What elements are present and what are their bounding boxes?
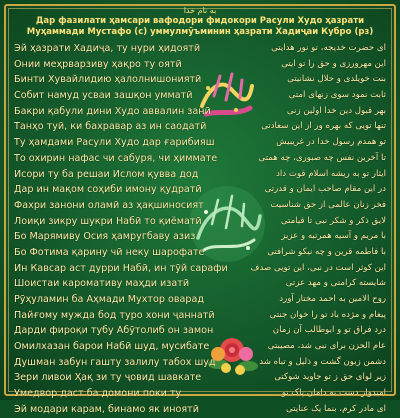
verse-persian: دشمن زبون گشت و ذلیل و تباه شد bbox=[259, 356, 386, 367]
header bbox=[0, 6, 400, 38]
verse-persian: بهر قبول دین خدا اولین زنی bbox=[286, 105, 386, 116]
verse-persian: تا آخرین نفس چه صبوری، چه همتی bbox=[258, 152, 386, 163]
verse-row bbox=[14, 402, 386, 418]
verse-tajik: Дар ин мақом соҳиби имону қудратӣ bbox=[14, 184, 202, 196]
verse-row bbox=[14, 167, 386, 183]
verse-tajik: Эй модари карам, бинамо як иноятӣ bbox=[14, 403, 200, 415]
verse-row bbox=[14, 339, 386, 355]
title-line-1: Дар фазилати ҳамсари вафодори фидокори Расули Худо ҳазрати bbox=[35, 16, 365, 26]
verse-persian: عام الحزن برای نبی شد، مصیبتی bbox=[267, 341, 386, 352]
verse-persian: شایسته کرامتی و مهد عزتی bbox=[285, 278, 386, 289]
verse-row bbox=[14, 88, 386, 104]
verse-row bbox=[14, 355, 386, 371]
verse-tajik: Омилхазан барои Набӣ шуд, мусибате bbox=[14, 341, 210, 353]
verse-tajik: Фахри занони оламӣ аз ҳақшиносият bbox=[14, 199, 204, 211]
verse-tajik: Бакри қабули дини Худо аввалин занӣ bbox=[14, 105, 211, 117]
verse-persian: ثابت نمود سوی زنهای امتی bbox=[288, 90, 386, 101]
verse-tajik: Душман забун гашту залилу табох шуд bbox=[14, 356, 216, 368]
verse-row bbox=[14, 119, 386, 135]
verse-row bbox=[14, 182, 386, 198]
verse-persian: ای حضرت خدیجه، تو نور هدایتی bbox=[271, 43, 386, 53]
verse-persian: درد فراق تو و ابوطالب آن زمان bbox=[272, 325, 386, 336]
verse-tajik: Бинти Хувайлидию ҳалолнишониятӣ bbox=[14, 74, 202, 86]
verse-tajik: Бо Фотима қарину чӣ неку шарофате bbox=[14, 246, 205, 258]
verse-row bbox=[14, 41, 386, 57]
verse-tajik: Онии меҳрварзиву ҳақро ту оятӣ bbox=[14, 58, 182, 70]
verse-persian: این مهرورزی و حق را تو ایتی bbox=[281, 58, 386, 69]
verse-row bbox=[14, 308, 386, 324]
title-line-2: Муҳаммади Мустафо (с) уммулмӯъминин ҳазрати Хадиҷаи Кубро (рз) bbox=[26, 27, 374, 37]
verse-persian: زیر لوای حق ز تو جاوید شوکتی bbox=[274, 372, 386, 383]
verse-row bbox=[14, 57, 386, 73]
verse-persian: این کوثر است در نبی، این تویی صدف bbox=[250, 262, 386, 273]
verse-persian: فخر زنان عالمی از حق شناسیت bbox=[270, 199, 386, 210]
verse-tajik: То охирин нафас чи сабуря, чи ҳиммате bbox=[14, 152, 218, 164]
verse-tajik: Лоиқи зикру шукри Набӣ то қиёматӣ bbox=[14, 215, 202, 227]
verse-row bbox=[14, 72, 386, 88]
verses-list bbox=[14, 41, 386, 418]
verse-tajik: Умедвор даст ба домони поки ту bbox=[14, 388, 182, 400]
verse-tajik: Шоистаи каромативу маҳди изатӣ bbox=[14, 278, 190, 290]
bismillah-text: به نام خدا bbox=[183, 6, 217, 15]
verse-persian: با فاطمه قرین و چه نیکو شرافتی bbox=[267, 246, 386, 257]
verse-persian: روح الامین به احمد مختار آورد bbox=[279, 294, 386, 304]
verse-tajik: Бо Марямиву Осия ҳамругбаву азиз bbox=[14, 231, 196, 243]
verse-row bbox=[14, 198, 386, 214]
verse-row bbox=[14, 292, 386, 308]
verse-persian: امیدوار دست به دامان پاک تو bbox=[281, 388, 386, 399]
verse-tajik: Ин Кавсар аст дурри Набӣ, ин тӯй сарафи bbox=[14, 262, 228, 274]
verse-persian: بنت خویلدی و حلال نشانیتی bbox=[287, 74, 386, 85]
verse-row bbox=[14, 261, 386, 277]
verse-persian: در این مقام صاحب ایمان و قدرتی bbox=[264, 184, 386, 195]
verse-tajik: Эй ҳазрати Хадиҷа, ту нури ҳидоятӣ bbox=[14, 43, 201, 54]
verse-row bbox=[14, 229, 386, 245]
verse-persian: تو همدم رسول خدا در غریبیش bbox=[276, 137, 386, 148]
verse-row bbox=[14, 386, 386, 402]
verse-tajik: Ту ҳамдами Расули Худо дар ғарибияш bbox=[14, 137, 215, 149]
verse-persian: ای مادر کرم، بنما یک عنایتی bbox=[285, 403, 386, 414]
verse-persian: لایق ذکر و شکر نبی تا قیامتی bbox=[280, 215, 386, 226]
verse-row bbox=[14, 214, 386, 230]
verse-row bbox=[14, 135, 386, 151]
verse-tajik: Рӯҳуламин ба Аҳмади Мухтор оварад bbox=[14, 294, 204, 305]
verse-persian: پیغام و مژده باد تو را خوان جنتی bbox=[269, 309, 386, 320]
verse-tajik: Танҳо туӣ, ки бахравар аз ин саодатӣ bbox=[14, 121, 207, 133]
verse-persian: با مریم و آسیه همرتبه و عزیز bbox=[281, 231, 386, 242]
verse-persian: تنها تویی که بهره ور از این سعادتی bbox=[261, 121, 386, 132]
verse-persian: ایثار تو به ریشه اسلام قوت داد bbox=[276, 168, 386, 179]
verse-tajik: Исори ту ба решаи Ислом қувва дод bbox=[14, 168, 199, 180]
verse-row bbox=[14, 276, 386, 292]
verse-tajik: Зери ливои Ҳақ зи ту ҷовид шавкате bbox=[14, 372, 202, 384]
verse-tajik: Дарди фироқи тубу Абӯтолиб он замон bbox=[14, 325, 214, 337]
verse-tajik: Пайғому мужда бод туро хони ҷаннатӣ bbox=[14, 309, 215, 321]
verse-row bbox=[14, 151, 386, 167]
verse-row bbox=[14, 370, 386, 386]
verse-row bbox=[14, 104, 386, 120]
verse-row bbox=[14, 245, 386, 261]
verse-tajik: Собит намуд усваи зашқон умматӣ bbox=[14, 90, 193, 102]
verse-row bbox=[14, 323, 386, 339]
